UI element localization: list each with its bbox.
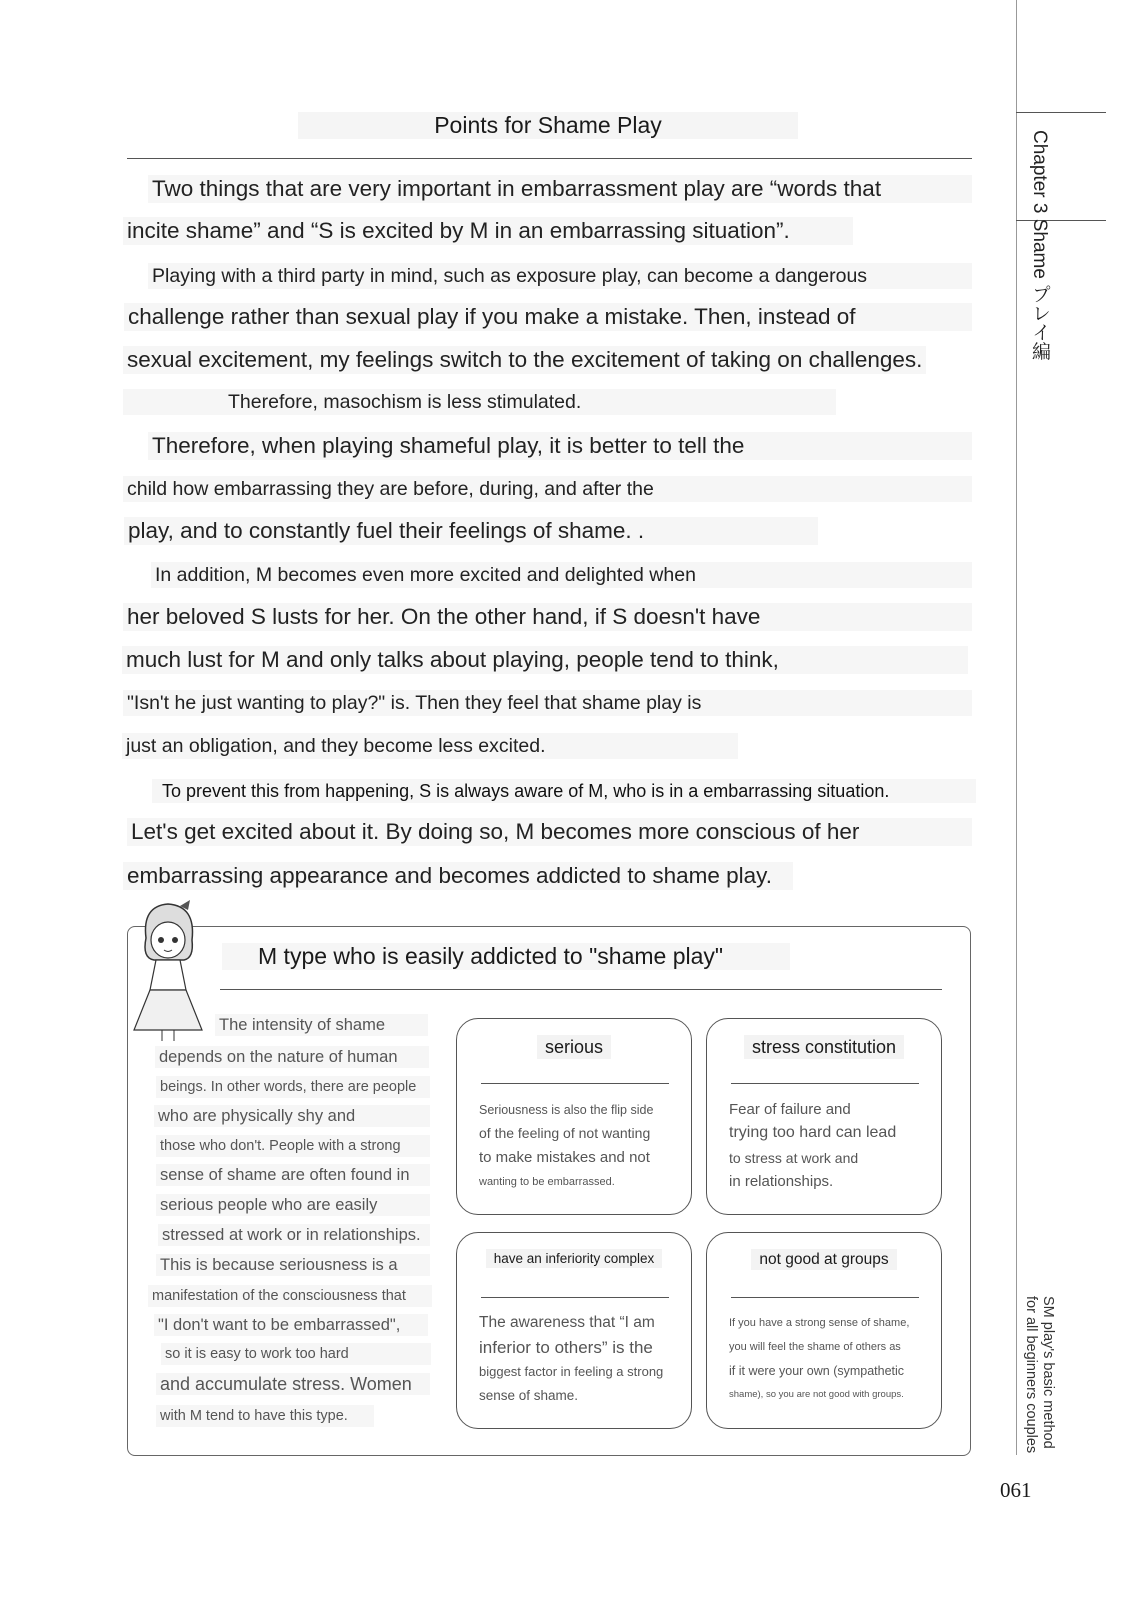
body-line: In addition, M becomes even more excited and delighted when — [151, 562, 972, 588]
card-text-line: trying too hard can lead — [729, 1124, 897, 1141]
card-text-line: if it were your own (sympathetic — [729, 1364, 905, 1378]
card-text-line: in relationships. — [729, 1173, 834, 1190]
card-text-line: you will feel the shame of others as — [729, 1341, 901, 1353]
body-line: child how embarrassing they are before, during, and after the — [123, 476, 972, 502]
box-title-rule — [220, 989, 942, 990]
chapter-label: Chapter 3 Shame プレイ編 — [1029, 130, 1050, 361]
box-text-line: This is because seriousness is a — [156, 1254, 430, 1276]
box-text-line: those who don't. People with a strong — [156, 1135, 430, 1157]
box-text-line: who are physically shy and — [154, 1105, 430, 1127]
card-text-line: of the feeling of not wanting — [479, 1125, 651, 1141]
box-text-line: manifestation of the consciousness that — [148, 1285, 432, 1307]
box-text-line: beings. In other words, there are people — [156, 1076, 430, 1098]
box-text-line: The intensity of shame — [215, 1014, 428, 1036]
side-rail — [1016, 0, 1017, 1455]
card-stress-constitution — [706, 1018, 942, 1215]
box-text-line: stressed at work or in relationships. — [158, 1224, 430, 1246]
card-title: serious — [537, 1035, 611, 1059]
body-line: embarrassing appearance and becomes addicted to shame play. — [123, 862, 793, 890]
book-title — [1022, 1296, 1056, 1453]
box-text-line: with M tend to have this type. — [156, 1405, 374, 1427]
card-serious — [456, 1018, 692, 1215]
box-text-line: serious people who are easily — [156, 1194, 430, 1216]
body-line: sexual excitement, my feelings switch to the excitement of taking on challenges. — [123, 346, 926, 374]
card-text-line: shame), so you are not good with groups. — [729, 1389, 904, 1400]
card-text-line: If you have a strong sense of shame, — [729, 1317, 910, 1329]
character-illustration — [128, 898, 208, 1043]
card-title: not good at groups — [751, 1249, 896, 1270]
card-text-line: Seriousness is also the flip side — [479, 1103, 654, 1117]
book-title-line-1: SM play's basic method — [1040, 1296, 1056, 1449]
body-line: Therefore, when playing shameful play, it is better to tell the — [148, 432, 972, 460]
card-text-line: Fear of failure and — [729, 1101, 851, 1118]
card-text-line: The awareness that “I am — [479, 1314, 655, 1331]
body-line: "Isn't he just wanting to play?" is. Then they feel that shame play is — [123, 690, 972, 716]
side-divider — [1016, 112, 1106, 113]
card-text-line: to make mistakes and not — [479, 1149, 650, 1166]
body-line: incite shame” and “S is excited by M in an embarrassing situation”. — [123, 217, 853, 245]
box-text-line: "I don't want to be embarrassed", — [154, 1314, 428, 1336]
body-line: play, and to constantly fuel their feelings of shame. . — [124, 517, 818, 545]
page-number: 061 — [1000, 1478, 1032, 1502]
card-not-good-at-groups — [706, 1232, 942, 1429]
body-line: Two things that are very important in embarrassment play are “words that — [148, 175, 972, 203]
body-line: Let's get excited about it. By doing so, M becomes more conscious of her — [127, 818, 972, 846]
card-text-line: biggest factor in feeling a strong — [479, 1364, 664, 1379]
body-line: Playing with a third party in mind, such as exposure play, can become a dangerous — [148, 263, 972, 289]
card-text-line: wanting to be embarrassed. — [479, 1176, 615, 1188]
book-title-line-2: for all beginners couples — [1023, 1296, 1039, 1454]
box-text-line: so it is easy to work too hard — [161, 1343, 431, 1365]
page-title: Points for Shame Play — [298, 112, 798, 139]
card-title: stress constitution — [744, 1035, 904, 1059]
box-text-line: sense of shame are often found in — [156, 1164, 430, 1186]
card-text-line: sense of shame. — [479, 1388, 579, 1403]
body-line: much lust for M and only talks about playing, people tend to think, — [122, 646, 968, 674]
body-line: To prevent this from happening, S is always aware of M, who is in a embarrassing situation. — [152, 779, 976, 803]
box-text-line: and accumulate stress. Women — [156, 1373, 430, 1395]
body-line: Therefore, masochism is less stimulated. — [123, 389, 836, 415]
body-line: her beloved S lusts for her. On the other hand, if S doesn't have — [123, 603, 972, 631]
card-text-line: to stress at work and — [729, 1150, 859, 1166]
card-text-line: inferior to others” is the — [479, 1338, 653, 1357]
card-inferiority-complex — [456, 1232, 692, 1429]
title-rule — [127, 158, 972, 159]
box-text-line: depends on the nature of human — [155, 1046, 429, 1068]
body-line: challenge rather than sexual play if you make a mistake. Then, instead of — [124, 303, 972, 331]
body-line: just an obligation, and they become less excited. — [122, 733, 738, 759]
card-title: have an inferiority complex — [486, 1249, 663, 1268]
box-title: M type who is easily addicted to "shame play" — [222, 943, 790, 970]
